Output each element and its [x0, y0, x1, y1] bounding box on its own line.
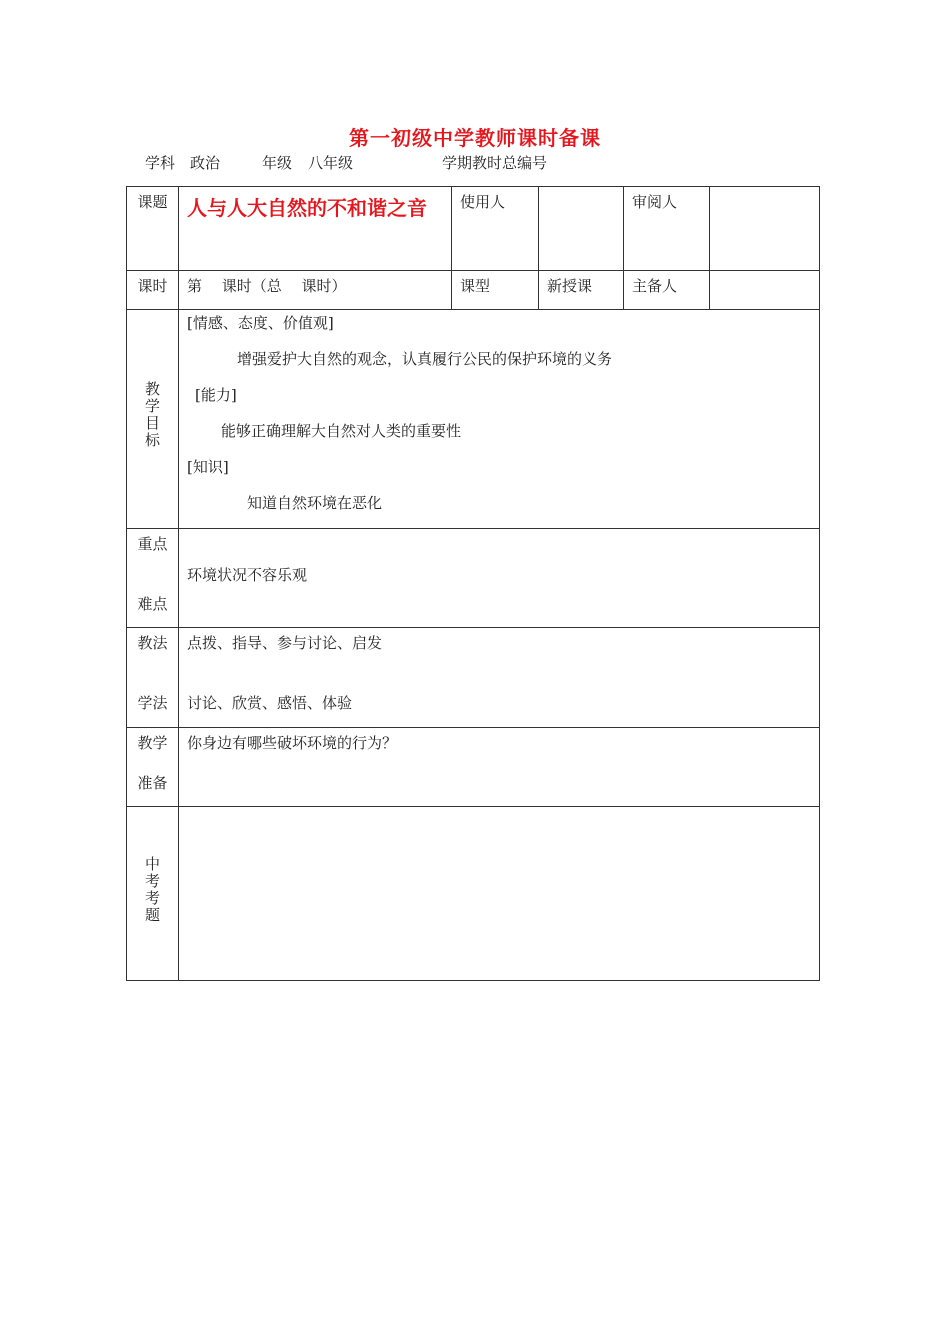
key-label: 重点 [137, 535, 168, 553]
subject-label: 学科 [145, 154, 176, 172]
goal-ability-content: 能够正确理解大自然对人类的重要性 [221, 422, 462, 440]
goal-affect-heading: [情感、态度、价值观] [187, 314, 334, 332]
topic-value: 人与人大自然的不和谐之音 [179, 187, 452, 271]
difficulty-label: 难点 [137, 595, 168, 613]
prep-value: 你身边有哪些破坏环境的行为？ [179, 728, 820, 807]
type-label: 课型 [452, 271, 539, 310]
type-value: 新授课 [539, 271, 624, 310]
period-label: 课时 [127, 271, 179, 310]
teach-method-label: 教法 [137, 634, 168, 652]
teach-method-value: 点拨、指导、参与讨论、启发 [187, 634, 383, 652]
term-number-label: 学期教时总编号 [442, 154, 548, 172]
topic-label: 课题 [127, 187, 179, 271]
key-difficulty-value: 环境状况不容乐观 [179, 529, 820, 628]
reviewer-label: 审阅人 [624, 187, 710, 271]
prep-label-line1: 教学 [137, 734, 168, 752]
exam-label: 中考考题 [144, 854, 160, 924]
goal-affect-content: 增强爱护大自然的观念，认真履行公民的保护环境的义务 [237, 350, 613, 368]
topic-row [127, 187, 820, 271]
lead-label: 主备人 [624, 271, 710, 310]
prep-label-line2: 准备 [137, 774, 168, 792]
exam-value [179, 807, 820, 981]
lesson-plan-table [126, 186, 820, 981]
learn-method-label: 学法 [137, 694, 168, 712]
prep-row [127, 728, 820, 807]
key-difficulty-row [127, 529, 820, 628]
lead-value [710, 271, 820, 310]
method-row [127, 628, 820, 728]
learn-method-value: 讨论、欣赏、感悟、体验 [187, 694, 353, 712]
period-row [127, 271, 820, 310]
period-value: 第 课时（总 课时） [179, 271, 452, 310]
goal-knowledge-content: 知道自然环境在恶化 [247, 494, 383, 512]
grade-value: 八年级 [308, 154, 354, 172]
reviewer-value [710, 187, 820, 271]
user-label: 使用人 [452, 187, 539, 271]
goal-ability-heading: [能力] [195, 386, 237, 404]
grade-label: 年级 [262, 154, 293, 172]
goal-knowledge-heading: [知识] [187, 458, 229, 476]
page-title: 第一初级中学教师课时备课 [349, 126, 601, 150]
user-value [539, 187, 624, 271]
exam-row [127, 807, 820, 981]
goals-label: 教学目标 [144, 380, 160, 449]
subject-value: 政治 [190, 154, 221, 172]
goals-row [127, 310, 820, 529]
